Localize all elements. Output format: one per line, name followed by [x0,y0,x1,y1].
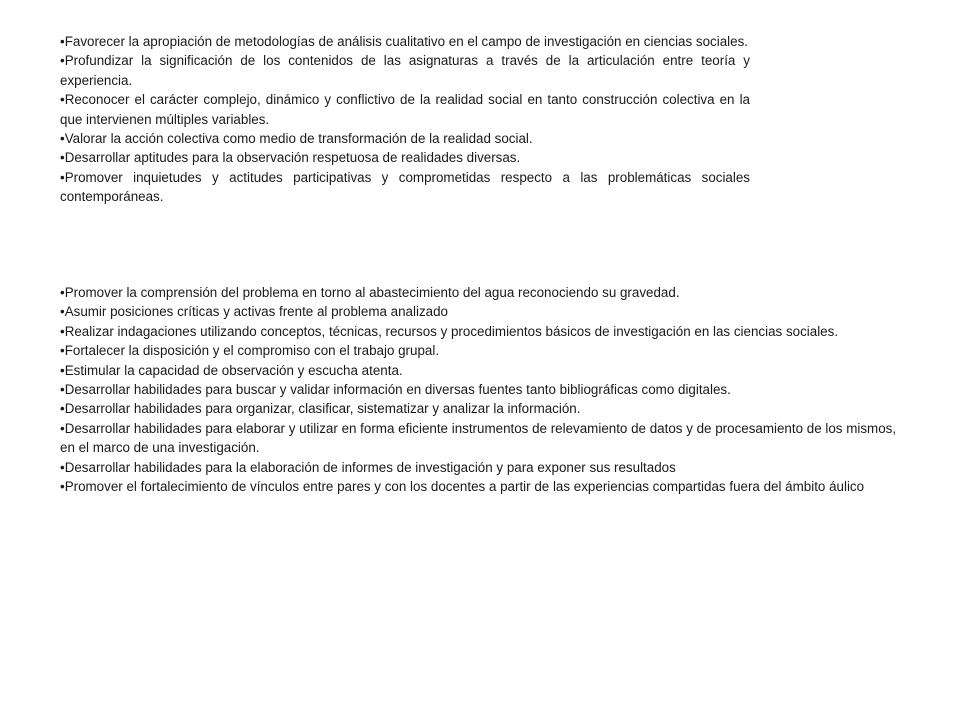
objective-item: •Promover la comprensión del problema en torno al abastecimiento del agua reconociendo su gravedad. [60,285,680,300]
objective-item: •Valorar la acción colectiva como medio de transformación de la realidad social. [60,131,533,147]
objective-item: •Promover inquietudes y actitudes participativas y comprometidas respecto a las problemáticas sociales contemporáneas. [60,169,750,205]
objective-item: •Desarrollar habilidades para elaborar y utilizar en forma eficiente instrumentos de relevamiento de datos y de procesamiento de los mismos, en el marco de una investigación. [60,420,897,456]
objective-item: •Desarrollar habilidades para organizar, clasificar, sistematizar y analizar la información. [60,401,581,417]
objective-item: •Favorecer la apropiación de metodologías de análisis cualitativo en el campo de investigación en ciencias sociales. [60,34,749,49]
objective-item: •Realizar indagaciones utilizando conceptos, técnicas, recursos y procedimientos básicos de investigación en las ciencias sociales. [60,323,839,339]
objectives-block-specific [60,283,910,496]
objective-item: •Estimular la capacidad de observación y escucha atenta. [60,362,403,378]
objective-item: •Promover el fortalecimiento de vínculos entre pares y con los docentes a partir de las experiencias compartidas fuera del ámbito áulico [60,479,865,495]
objective-item: •Fortalecer la disposición y el compromiso con el trabajo grupal. [60,343,440,359]
objective-item: •Desarrollar aptitudes para la observación respetuosa de realidades diversas. [60,150,521,166]
objective-item: •Desarrollar habilidades para la elaboración de informes de investigación y para exponer sus resultados [60,459,676,475]
objective-item: •Reconocer el carácter complejo, dinámico y conflictivo de la realidad social en tanto construcción colectiva en la que intervienen múltiples variables. [60,92,750,127]
objectives-block-general [60,32,750,207]
objective-item: •Desarrollar habilidades para buscar y validar información en diversas fuentes tanto bibliográficas como digitales. [60,382,731,398]
objective-item: •Profundizar la significación de los contenidos de las asignaturas a través de la articulación entre teoría y experiencia. [60,53,750,88]
objective-item: •Asumir posiciones críticas y activas frente al problema analizado [60,304,448,320]
